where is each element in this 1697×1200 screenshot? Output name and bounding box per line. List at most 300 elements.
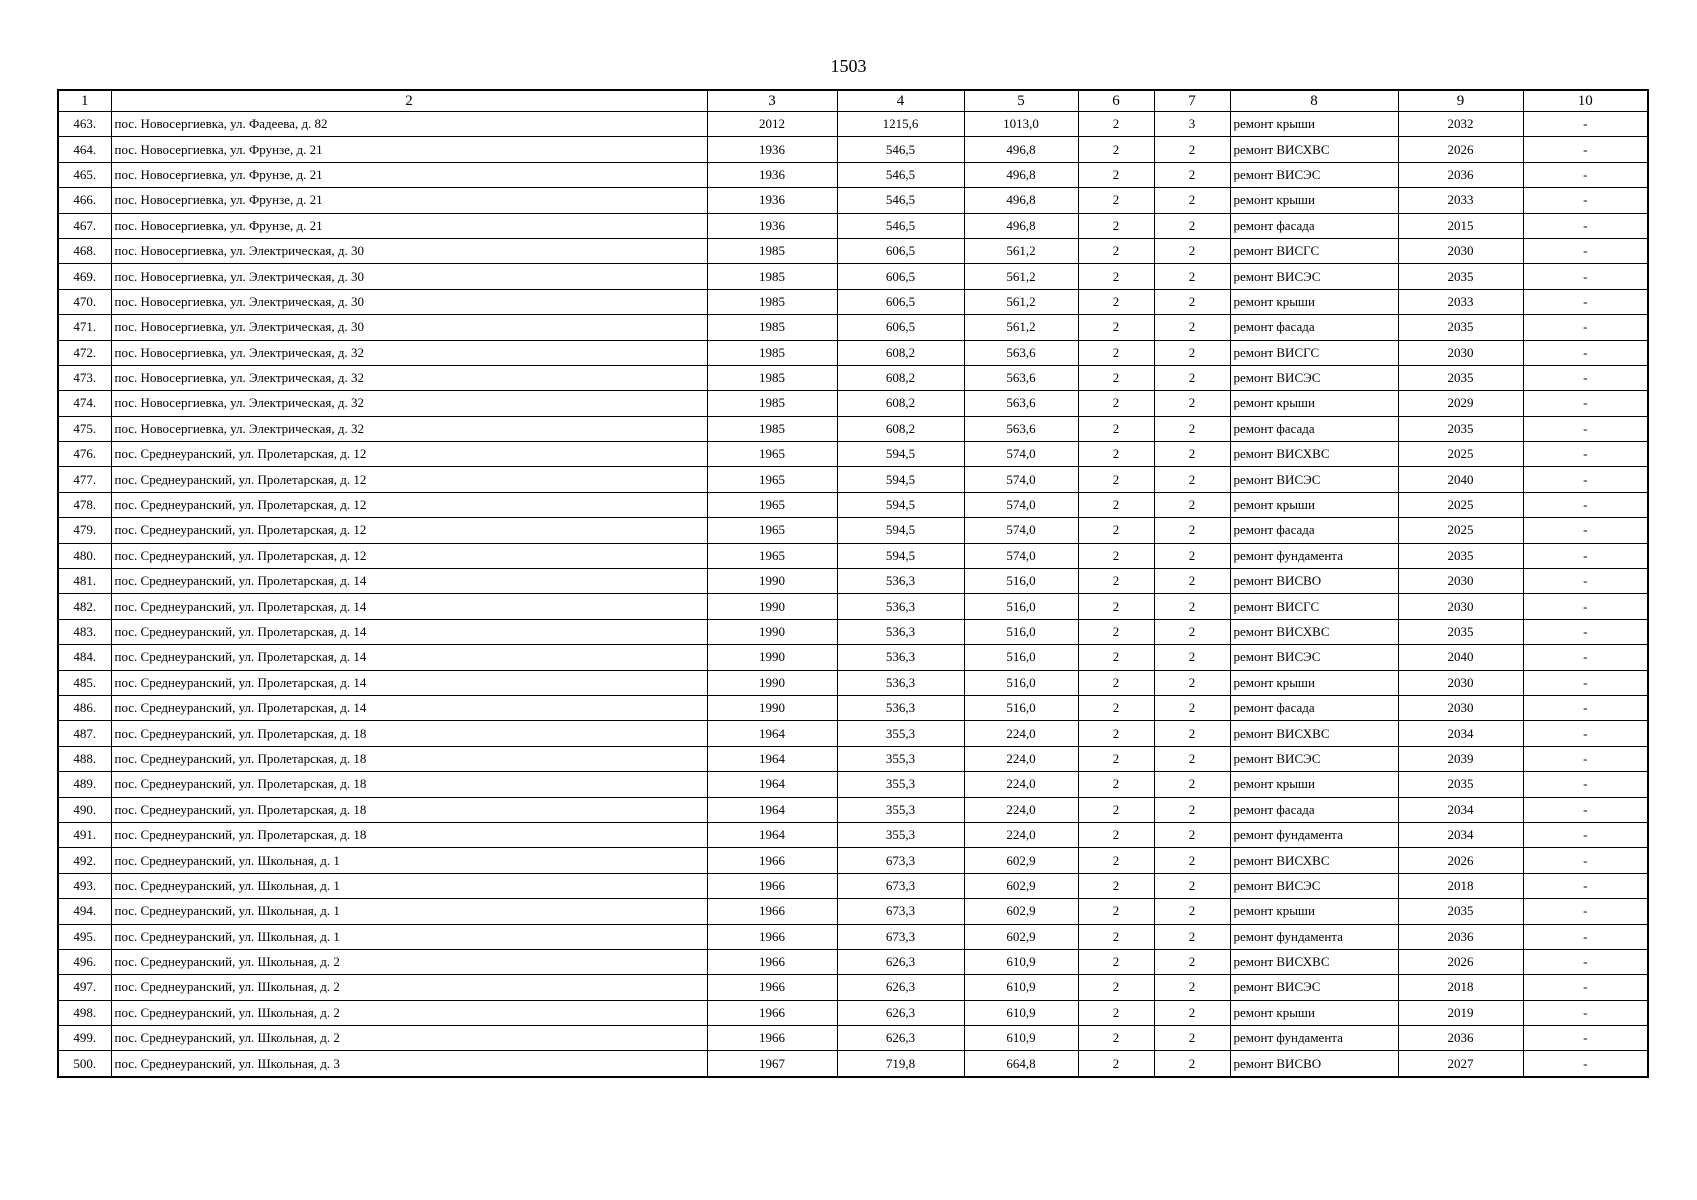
year-built-cell: 1964: [707, 822, 837, 847]
row-number: 490.: [58, 797, 111, 822]
address-cell: пос. Среднеуранский, ул. Школьная, д. 1: [111, 899, 707, 924]
note-cell: -: [1523, 645, 1648, 670]
planned-year-cell: 2033: [1398, 289, 1523, 314]
floors-cell: 2: [1078, 391, 1154, 416]
table-row: [58, 822, 1648, 847]
work-type-cell: ремонт ВИСЭС: [1230, 365, 1398, 390]
total-area-cell: 536,3: [837, 695, 964, 720]
row-number: 465.: [58, 162, 111, 187]
planned-year-cell: 2040: [1398, 645, 1523, 670]
planned-year-cell: 2034: [1398, 822, 1523, 847]
total-area-cell: 355,3: [837, 772, 964, 797]
planned-year-cell: 2040: [1398, 467, 1523, 492]
address-cell: пос. Среднеуранский, ул. Пролетарская, д. 18: [111, 772, 707, 797]
living-area-cell: 561,2: [964, 289, 1078, 314]
floors-cell: 2: [1078, 213, 1154, 238]
total-area-cell: 608,2: [837, 365, 964, 390]
total-area-cell: 608,2: [837, 340, 964, 365]
note-cell: -: [1523, 213, 1648, 238]
work-type-cell: ремонт крыши: [1230, 391, 1398, 416]
note-cell: -: [1523, 949, 1648, 974]
living-area-cell: 561,2: [964, 315, 1078, 340]
year-built-cell: 1966: [707, 899, 837, 924]
row-number: 477.: [58, 467, 111, 492]
row-number: 472.: [58, 340, 111, 365]
floors-cell: 2: [1078, 772, 1154, 797]
year-built-cell: 1985: [707, 340, 837, 365]
entrances-cell: 2: [1154, 797, 1230, 822]
floors-cell: 2: [1078, 1026, 1154, 1051]
planned-year-cell: 2035: [1398, 315, 1523, 340]
address-cell: пос. Новосергиевка, ул. Электрическая, д. 32: [111, 340, 707, 365]
entrances-cell: 2: [1154, 822, 1230, 847]
entrances-cell: 2: [1154, 670, 1230, 695]
entrances-cell: 2: [1154, 645, 1230, 670]
table-row: [58, 543, 1648, 568]
work-type-cell: ремонт фасада: [1230, 797, 1398, 822]
total-area-cell: 719,8: [837, 1051, 964, 1077]
note-cell: -: [1523, 340, 1648, 365]
living-area-cell: 563,6: [964, 416, 1078, 441]
total-area-cell: 606,5: [837, 238, 964, 263]
floors-cell: 2: [1078, 416, 1154, 441]
total-area-cell: 536,3: [837, 619, 964, 644]
note-cell: -: [1523, 1051, 1648, 1077]
living-area-cell: 496,8: [964, 188, 1078, 213]
table-row: [58, 949, 1648, 974]
note-cell: -: [1523, 619, 1648, 644]
table-row: [58, 569, 1648, 594]
table-row: [58, 492, 1648, 517]
total-area-cell: 536,3: [837, 645, 964, 670]
total-area-cell: 536,3: [837, 670, 964, 695]
year-built-cell: 1985: [707, 315, 837, 340]
year-built-cell: 1985: [707, 289, 837, 314]
column-header: 3: [707, 90, 837, 112]
work-type-cell: ремонт ВИСЭС: [1230, 975, 1398, 1000]
row-number: 497.: [58, 975, 111, 1000]
row-number: 486.: [58, 695, 111, 720]
address-cell: пос. Среднеуранский, ул. Школьная, д. 1: [111, 873, 707, 898]
page-number: 1503: [830, 56, 867, 76]
planned-year-cell: 2036: [1398, 924, 1523, 949]
work-type-cell: ремонт фасада: [1230, 518, 1398, 543]
year-built-cell: 1964: [707, 746, 837, 771]
address-cell: пос. Новосергиевка, ул. Электрическая, д. 32: [111, 365, 707, 390]
planned-year-cell: 2018: [1398, 975, 1523, 1000]
table-row: [58, 1026, 1648, 1051]
row-number: 467.: [58, 213, 111, 238]
work-type-cell: ремонт ВИСГС: [1230, 238, 1398, 263]
address-cell: пос. Новосергиевка, ул. Фрунзе, д. 21: [111, 162, 707, 187]
table-row: [58, 594, 1648, 619]
living-area-cell: 516,0: [964, 695, 1078, 720]
row-number: 474.: [58, 391, 111, 416]
table-row: [58, 112, 1648, 137]
address-cell: пос. Новосергиевка, ул. Электрическая, д. 30: [111, 264, 707, 289]
table-row: [58, 772, 1648, 797]
total-area-cell: 594,5: [837, 518, 964, 543]
entrances-cell: 2: [1154, 899, 1230, 924]
entrances-cell: 2: [1154, 365, 1230, 390]
note-cell: -: [1523, 899, 1648, 924]
address-cell: пос. Новосергиевка, ул. Фрунзе, д. 21: [111, 188, 707, 213]
floors-cell: 2: [1078, 822, 1154, 847]
total-area-cell: 606,5: [837, 264, 964, 289]
floors-cell: 2: [1078, 797, 1154, 822]
entrances-cell: 2: [1154, 213, 1230, 238]
table-row: [58, 188, 1648, 213]
row-number: 480.: [58, 543, 111, 568]
living-area-cell: 496,8: [964, 213, 1078, 238]
planned-year-cell: 2033: [1398, 188, 1523, 213]
note-cell: -: [1523, 543, 1648, 568]
floors-cell: 2: [1078, 695, 1154, 720]
entrances-cell: 2: [1154, 162, 1230, 187]
entrances-cell: 2: [1154, 695, 1230, 720]
address-cell: пос. Среднеуранский, ул. Пролетарская, д. 12: [111, 467, 707, 492]
planned-year-cell: 2025: [1398, 492, 1523, 517]
total-area-cell: 606,5: [837, 315, 964, 340]
table-row: [58, 797, 1648, 822]
planned-year-cell: 2035: [1398, 772, 1523, 797]
table-row: [58, 670, 1648, 695]
year-built-cell: 1965: [707, 518, 837, 543]
year-built-cell: 1990: [707, 569, 837, 594]
row-number: 485.: [58, 670, 111, 695]
total-area-cell: 546,5: [837, 188, 964, 213]
total-area-cell: 626,3: [837, 975, 964, 1000]
work-type-cell: ремонт фундамента: [1230, 924, 1398, 949]
row-number: 493.: [58, 873, 111, 898]
address-cell: пос. Новосергиевка, ул. Электрическая, д. 30: [111, 238, 707, 263]
address-cell: пос. Среднеуранский, ул. Пролетарская, д. 14: [111, 594, 707, 619]
row-number: 482.: [58, 594, 111, 619]
living-area-cell: 516,0: [964, 670, 1078, 695]
work-type-cell: ремонт фундамента: [1230, 543, 1398, 568]
address-cell: пос. Среднеуранский, ул. Пролетарская, д. 14: [111, 569, 707, 594]
work-type-cell: ремонт ВИСХВС: [1230, 721, 1398, 746]
living-area-cell: 664,8: [964, 1051, 1078, 1077]
row-number: 499.: [58, 1026, 111, 1051]
year-built-cell: 1965: [707, 467, 837, 492]
living-area-cell: 224,0: [964, 772, 1078, 797]
living-area-cell: 563,6: [964, 391, 1078, 416]
entrances-cell: 2: [1154, 416, 1230, 441]
year-built-cell: 1966: [707, 873, 837, 898]
year-built-cell: 1985: [707, 365, 837, 390]
address-cell: пос. Среднеуранский, ул. Школьная, д. 3: [111, 1051, 707, 1077]
floors-cell: 2: [1078, 238, 1154, 263]
work-type-cell: ремонт фундамента: [1230, 1026, 1398, 1051]
note-cell: -: [1523, 289, 1648, 314]
planned-year-cell: 2035: [1398, 264, 1523, 289]
total-area-cell: 606,5: [837, 289, 964, 314]
entrances-cell: 2: [1154, 569, 1230, 594]
living-area-cell: 224,0: [964, 721, 1078, 746]
work-type-cell: ремонт крыши: [1230, 188, 1398, 213]
work-type-cell: ремонт ВИСГС: [1230, 340, 1398, 365]
planned-year-cell: 2036: [1398, 162, 1523, 187]
total-area-cell: 355,3: [837, 721, 964, 746]
entrances-cell: 2: [1154, 1026, 1230, 1051]
work-type-cell: ремонт ВИСЭС: [1230, 645, 1398, 670]
note-cell: -: [1523, 137, 1648, 162]
entrances-cell: 2: [1154, 467, 1230, 492]
total-area-cell: 594,5: [837, 467, 964, 492]
column-header: 10: [1523, 90, 1648, 112]
note-cell: -: [1523, 365, 1648, 390]
row-number: 464.: [58, 137, 111, 162]
entrances-cell: 2: [1154, 924, 1230, 949]
address-cell: пос. Среднеуранский, ул. Пролетарская, д. 12: [111, 442, 707, 467]
floors-cell: 2: [1078, 594, 1154, 619]
living-area-cell: 610,9: [964, 1026, 1078, 1051]
entrances-cell: 2: [1154, 543, 1230, 568]
year-built-cell: 1965: [707, 492, 837, 517]
entrances-cell: 2: [1154, 873, 1230, 898]
total-area-cell: 546,5: [837, 137, 964, 162]
table-row: [58, 695, 1648, 720]
total-area-cell: 1215,6: [837, 112, 964, 137]
entrances-cell: 2: [1154, 848, 1230, 873]
total-area-cell: 594,5: [837, 442, 964, 467]
floors-cell: 2: [1078, 645, 1154, 670]
note-cell: -: [1523, 873, 1648, 898]
planned-year-cell: 2034: [1398, 721, 1523, 746]
floors-cell: 2: [1078, 518, 1154, 543]
floors-cell: 2: [1078, 924, 1154, 949]
planned-year-cell: 2030: [1398, 695, 1523, 720]
table-body: [58, 112, 1648, 1077]
row-number: 495.: [58, 924, 111, 949]
address-cell: пос. Среднеуранский, ул. Пролетарская, д. 18: [111, 721, 707, 746]
total-area-cell: 536,3: [837, 569, 964, 594]
total-area-cell: 608,2: [837, 416, 964, 441]
address-cell: пос. Среднеуранский, ул. Школьная, д. 1: [111, 848, 707, 873]
address-cell: пос. Среднеуранский, ул. Школьная, д. 2: [111, 1026, 707, 1051]
entrances-cell: 2: [1154, 1000, 1230, 1025]
work-type-cell: ремонт крыши: [1230, 899, 1398, 924]
row-number: 475.: [58, 416, 111, 441]
entrances-cell: 3: [1154, 112, 1230, 137]
table-row: [58, 289, 1648, 314]
column-header: 1: [58, 90, 111, 112]
address-cell: пос. Среднеуранский, ул. Школьная, д. 2: [111, 975, 707, 1000]
table-row: [58, 873, 1648, 898]
year-built-cell: 1990: [707, 619, 837, 644]
entrances-cell: 2: [1154, 391, 1230, 416]
living-area-cell: 561,2: [964, 238, 1078, 263]
note-cell: -: [1523, 822, 1648, 847]
living-area-cell: 574,0: [964, 543, 1078, 568]
column-header: 6: [1078, 90, 1154, 112]
note-cell: -: [1523, 492, 1648, 517]
living-area-cell: 602,9: [964, 873, 1078, 898]
year-built-cell: 1936: [707, 188, 837, 213]
row-number: 496.: [58, 949, 111, 974]
entrances-cell: 2: [1154, 518, 1230, 543]
total-area-cell: 355,3: [837, 822, 964, 847]
living-area-cell: 516,0: [964, 645, 1078, 670]
floors-cell: 2: [1078, 670, 1154, 695]
note-cell: -: [1523, 416, 1648, 441]
address-cell: пос. Среднеуранский, ул. Пролетарская, д. 18: [111, 746, 707, 771]
year-built-cell: 1985: [707, 264, 837, 289]
address-cell: пос. Среднеуранский, ул. Пролетарская, д. 12: [111, 492, 707, 517]
total-area-cell: 546,5: [837, 162, 964, 187]
note-cell: -: [1523, 315, 1648, 340]
year-built-cell: 1965: [707, 442, 837, 467]
work-type-cell: ремонт фасада: [1230, 315, 1398, 340]
row-number: 487.: [58, 721, 111, 746]
year-built-cell: 1964: [707, 772, 837, 797]
address-cell: пос. Среднеуранский, ул. Пролетарская, д. 18: [111, 822, 707, 847]
living-area-cell: 1013,0: [964, 112, 1078, 137]
table-row: [58, 365, 1648, 390]
row-number: 478.: [58, 492, 111, 517]
table-row: [58, 899, 1648, 924]
column-header: 5: [964, 90, 1078, 112]
note-cell: -: [1523, 1000, 1648, 1025]
living-area-cell: 602,9: [964, 848, 1078, 873]
row-number: 500.: [58, 1051, 111, 1077]
living-area-cell: 574,0: [964, 518, 1078, 543]
work-type-cell: ремонт ВИСХВС: [1230, 137, 1398, 162]
entrances-cell: 2: [1154, 949, 1230, 974]
planned-year-cell: 2015: [1398, 213, 1523, 238]
floors-cell: 2: [1078, 315, 1154, 340]
work-type-cell: ремонт фасада: [1230, 416, 1398, 441]
note-cell: -: [1523, 518, 1648, 543]
address-cell: пос. Новосергиевка, ул. Фрунзе, д. 21: [111, 137, 707, 162]
work-type-cell: ремонт ВИСВО: [1230, 1051, 1398, 1077]
total-area-cell: 546,5: [837, 213, 964, 238]
work-type-cell: ремонт ВИСЭС: [1230, 746, 1398, 771]
floors-cell: 2: [1078, 340, 1154, 365]
entrances-cell: 2: [1154, 772, 1230, 797]
entrances-cell: 2: [1154, 975, 1230, 1000]
floors-cell: 2: [1078, 1000, 1154, 1025]
entrances-cell: 2: [1154, 1051, 1230, 1077]
year-built-cell: 1990: [707, 645, 837, 670]
work-type-cell: ремонт ВИСЭС: [1230, 162, 1398, 187]
entrances-cell: 2: [1154, 619, 1230, 644]
address-cell: пос. Среднеуранский, ул. Пролетарская, д. 14: [111, 670, 707, 695]
work-type-cell: ремонт крыши: [1230, 492, 1398, 517]
row-number: 471.: [58, 315, 111, 340]
address-cell: пос. Среднеуранский, ул. Школьная, д. 2: [111, 949, 707, 974]
living-area-cell: 610,9: [964, 1000, 1078, 1025]
address-cell: пос. Среднеуранский, ул. Пролетарская, д. 14: [111, 619, 707, 644]
note-cell: -: [1523, 569, 1648, 594]
living-area-cell: 224,0: [964, 797, 1078, 822]
note-cell: -: [1523, 162, 1648, 187]
note-cell: -: [1523, 442, 1648, 467]
note-cell: -: [1523, 391, 1648, 416]
living-area-cell: 574,0: [964, 442, 1078, 467]
column-header: 9: [1398, 90, 1523, 112]
work-type-cell: ремонт ВИСХВС: [1230, 442, 1398, 467]
table-row: [58, 238, 1648, 263]
row-number: 468.: [58, 238, 111, 263]
entrances-cell: 2: [1154, 315, 1230, 340]
row-number: 479.: [58, 518, 111, 543]
living-area-cell: 516,0: [964, 619, 1078, 644]
housing-repair-table: [57, 89, 1649, 1078]
address-cell: пос. Среднеуранский, ул. Пролетарская, д. 12: [111, 543, 707, 568]
planned-year-cell: 2032: [1398, 112, 1523, 137]
living-area-cell: 574,0: [964, 492, 1078, 517]
floors-cell: 2: [1078, 467, 1154, 492]
floors-cell: 2: [1078, 112, 1154, 137]
work-type-cell: ремонт ВИСЭС: [1230, 467, 1398, 492]
header-row: [58, 90, 1648, 112]
note-cell: -: [1523, 264, 1648, 289]
work-type-cell: ремонт ВИСХВС: [1230, 848, 1398, 873]
row-number: 466.: [58, 188, 111, 213]
address-cell: пос. Новосергиевка, ул. Фрунзе, д. 21: [111, 213, 707, 238]
entrances-cell: 2: [1154, 721, 1230, 746]
address-cell: пос. Новосергиевка, ул. Электрическая, д. 30: [111, 315, 707, 340]
work-type-cell: ремонт ВИСГС: [1230, 594, 1398, 619]
year-built-cell: 1985: [707, 391, 837, 416]
address-cell: пос. Новосергиевка, ул. Электрическая, д. 32: [111, 416, 707, 441]
living-area-cell: 496,8: [964, 137, 1078, 162]
table-row: [58, 1051, 1648, 1077]
address-cell: пос. Новосергиевка, ул. Фадеева, д. 82: [111, 112, 707, 137]
work-type-cell: ремонт крыши: [1230, 670, 1398, 695]
total-area-cell: 594,5: [837, 492, 964, 517]
living-area-cell: 602,9: [964, 899, 1078, 924]
floors-cell: 2: [1078, 848, 1154, 873]
planned-year-cell: 2035: [1398, 899, 1523, 924]
year-built-cell: 1936: [707, 213, 837, 238]
total-area-cell: 594,5: [837, 543, 964, 568]
living-area-cell: 610,9: [964, 949, 1078, 974]
living-area-cell: 516,0: [964, 569, 1078, 594]
work-type-cell: ремонт ВИСЭС: [1230, 873, 1398, 898]
work-type-cell: ремонт ВИСХВС: [1230, 619, 1398, 644]
address-cell: пос. Новосергиевка, ул. Электрическая, д. 30: [111, 289, 707, 314]
table-row: [58, 213, 1648, 238]
work-type-cell: ремонт ВИСЭС: [1230, 264, 1398, 289]
year-built-cell: 1966: [707, 924, 837, 949]
year-built-cell: 1936: [707, 137, 837, 162]
work-type-cell: ремонт крыши: [1230, 112, 1398, 137]
year-built-cell: 1990: [707, 695, 837, 720]
floors-cell: 2: [1078, 365, 1154, 390]
floors-cell: 2: [1078, 543, 1154, 568]
year-built-cell: 1966: [707, 949, 837, 974]
floors-cell: 2: [1078, 569, 1154, 594]
living-area-cell: 224,0: [964, 822, 1078, 847]
living-area-cell: 610,9: [964, 975, 1078, 1000]
year-built-cell: 1966: [707, 848, 837, 873]
address-cell: пос. Среднеуранский, ул. Школьная, д. 2: [111, 1000, 707, 1025]
planned-year-cell: 2027: [1398, 1051, 1523, 1077]
year-built-cell: 1964: [707, 721, 837, 746]
row-number: 491.: [58, 822, 111, 847]
planned-year-cell: 2030: [1398, 594, 1523, 619]
table-row: [58, 162, 1648, 187]
entrances-cell: 2: [1154, 340, 1230, 365]
note-cell: -: [1523, 797, 1648, 822]
work-type-cell: ремонт крыши: [1230, 772, 1398, 797]
year-built-cell: 1965: [707, 543, 837, 568]
work-type-cell: ремонт фасада: [1230, 213, 1398, 238]
row-number: 483.: [58, 619, 111, 644]
